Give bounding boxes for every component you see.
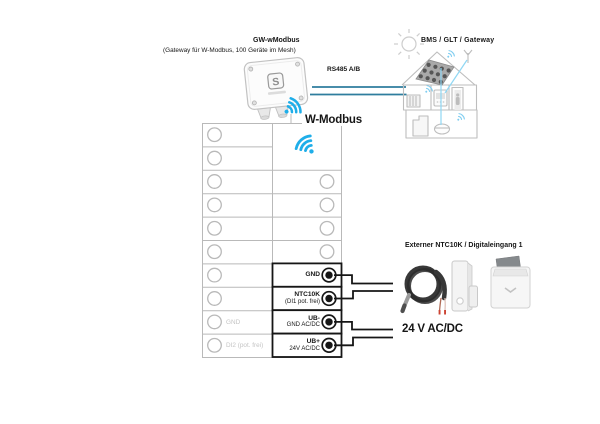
rs485-bus-lines [310, 87, 407, 95]
mini-wifi-icon [455, 113, 465, 123]
rs485-label: RS485 A/B [327, 66, 361, 73]
external-sensor-label: Externer NTC10K / Digitaleingang 1 [405, 242, 523, 249]
solar-panel [416, 60, 454, 85]
device-subtitle: (Gateway für W-Modbus, 100 Geräte im Mesh) [163, 47, 296, 54]
power-supply-label: 24 V AC/DC [402, 323, 463, 335]
terminal-cell-sublabel: (DI1 pot. frei) [284, 298, 320, 305]
wmodbus-label: W-Modbus [302, 114, 365, 126]
left-column-di2-label: DI2 (pot. frei) [226, 342, 264, 349]
terminal-cell-label: NTC10K [294, 291, 320, 299]
terminal-cell-gnd [273, 263, 320, 286]
card-switch-image [491, 256, 530, 308]
terminal-cell-label: GND [305, 271, 320, 279]
wire-ub-plus [334, 338, 393, 346]
terminal-cell-ub-minus [273, 310, 320, 333]
wire-ntc10k [334, 291, 393, 299]
terminal-cell-label: UB+ [306, 338, 320, 346]
terminal-cell-sublabel: 24V AC/DC [289, 345, 320, 352]
terminal-cell-ub-plus [273, 334, 320, 357]
terminal-cell-ntc10k [273, 287, 320, 310]
table-wifi-icon [294, 134, 320, 160]
device-title: GW-wModbus [253, 37, 300, 44]
device-logo: S [271, 75, 280, 89]
sun-icon [394, 29, 424, 59]
wire-gnd [334, 275, 393, 283]
left-column-gnd-label: GND [226, 318, 241, 326]
terminal-cell-label: UB- [308, 314, 320, 322]
temp-sensor-image [403, 268, 447, 315]
door-contact-image [452, 261, 478, 311]
bms-glt-gateway-label: BMS / GLT / Gateway [421, 37, 495, 44]
mini-wifi-icon [445, 50, 455, 60]
terminal-cell-sublabel: GND AC/DC [286, 322, 320, 329]
mini-wifi-icon [423, 85, 433, 95]
terminal-wires [334, 275, 393, 345]
wire-ub-minus [334, 322, 393, 330]
